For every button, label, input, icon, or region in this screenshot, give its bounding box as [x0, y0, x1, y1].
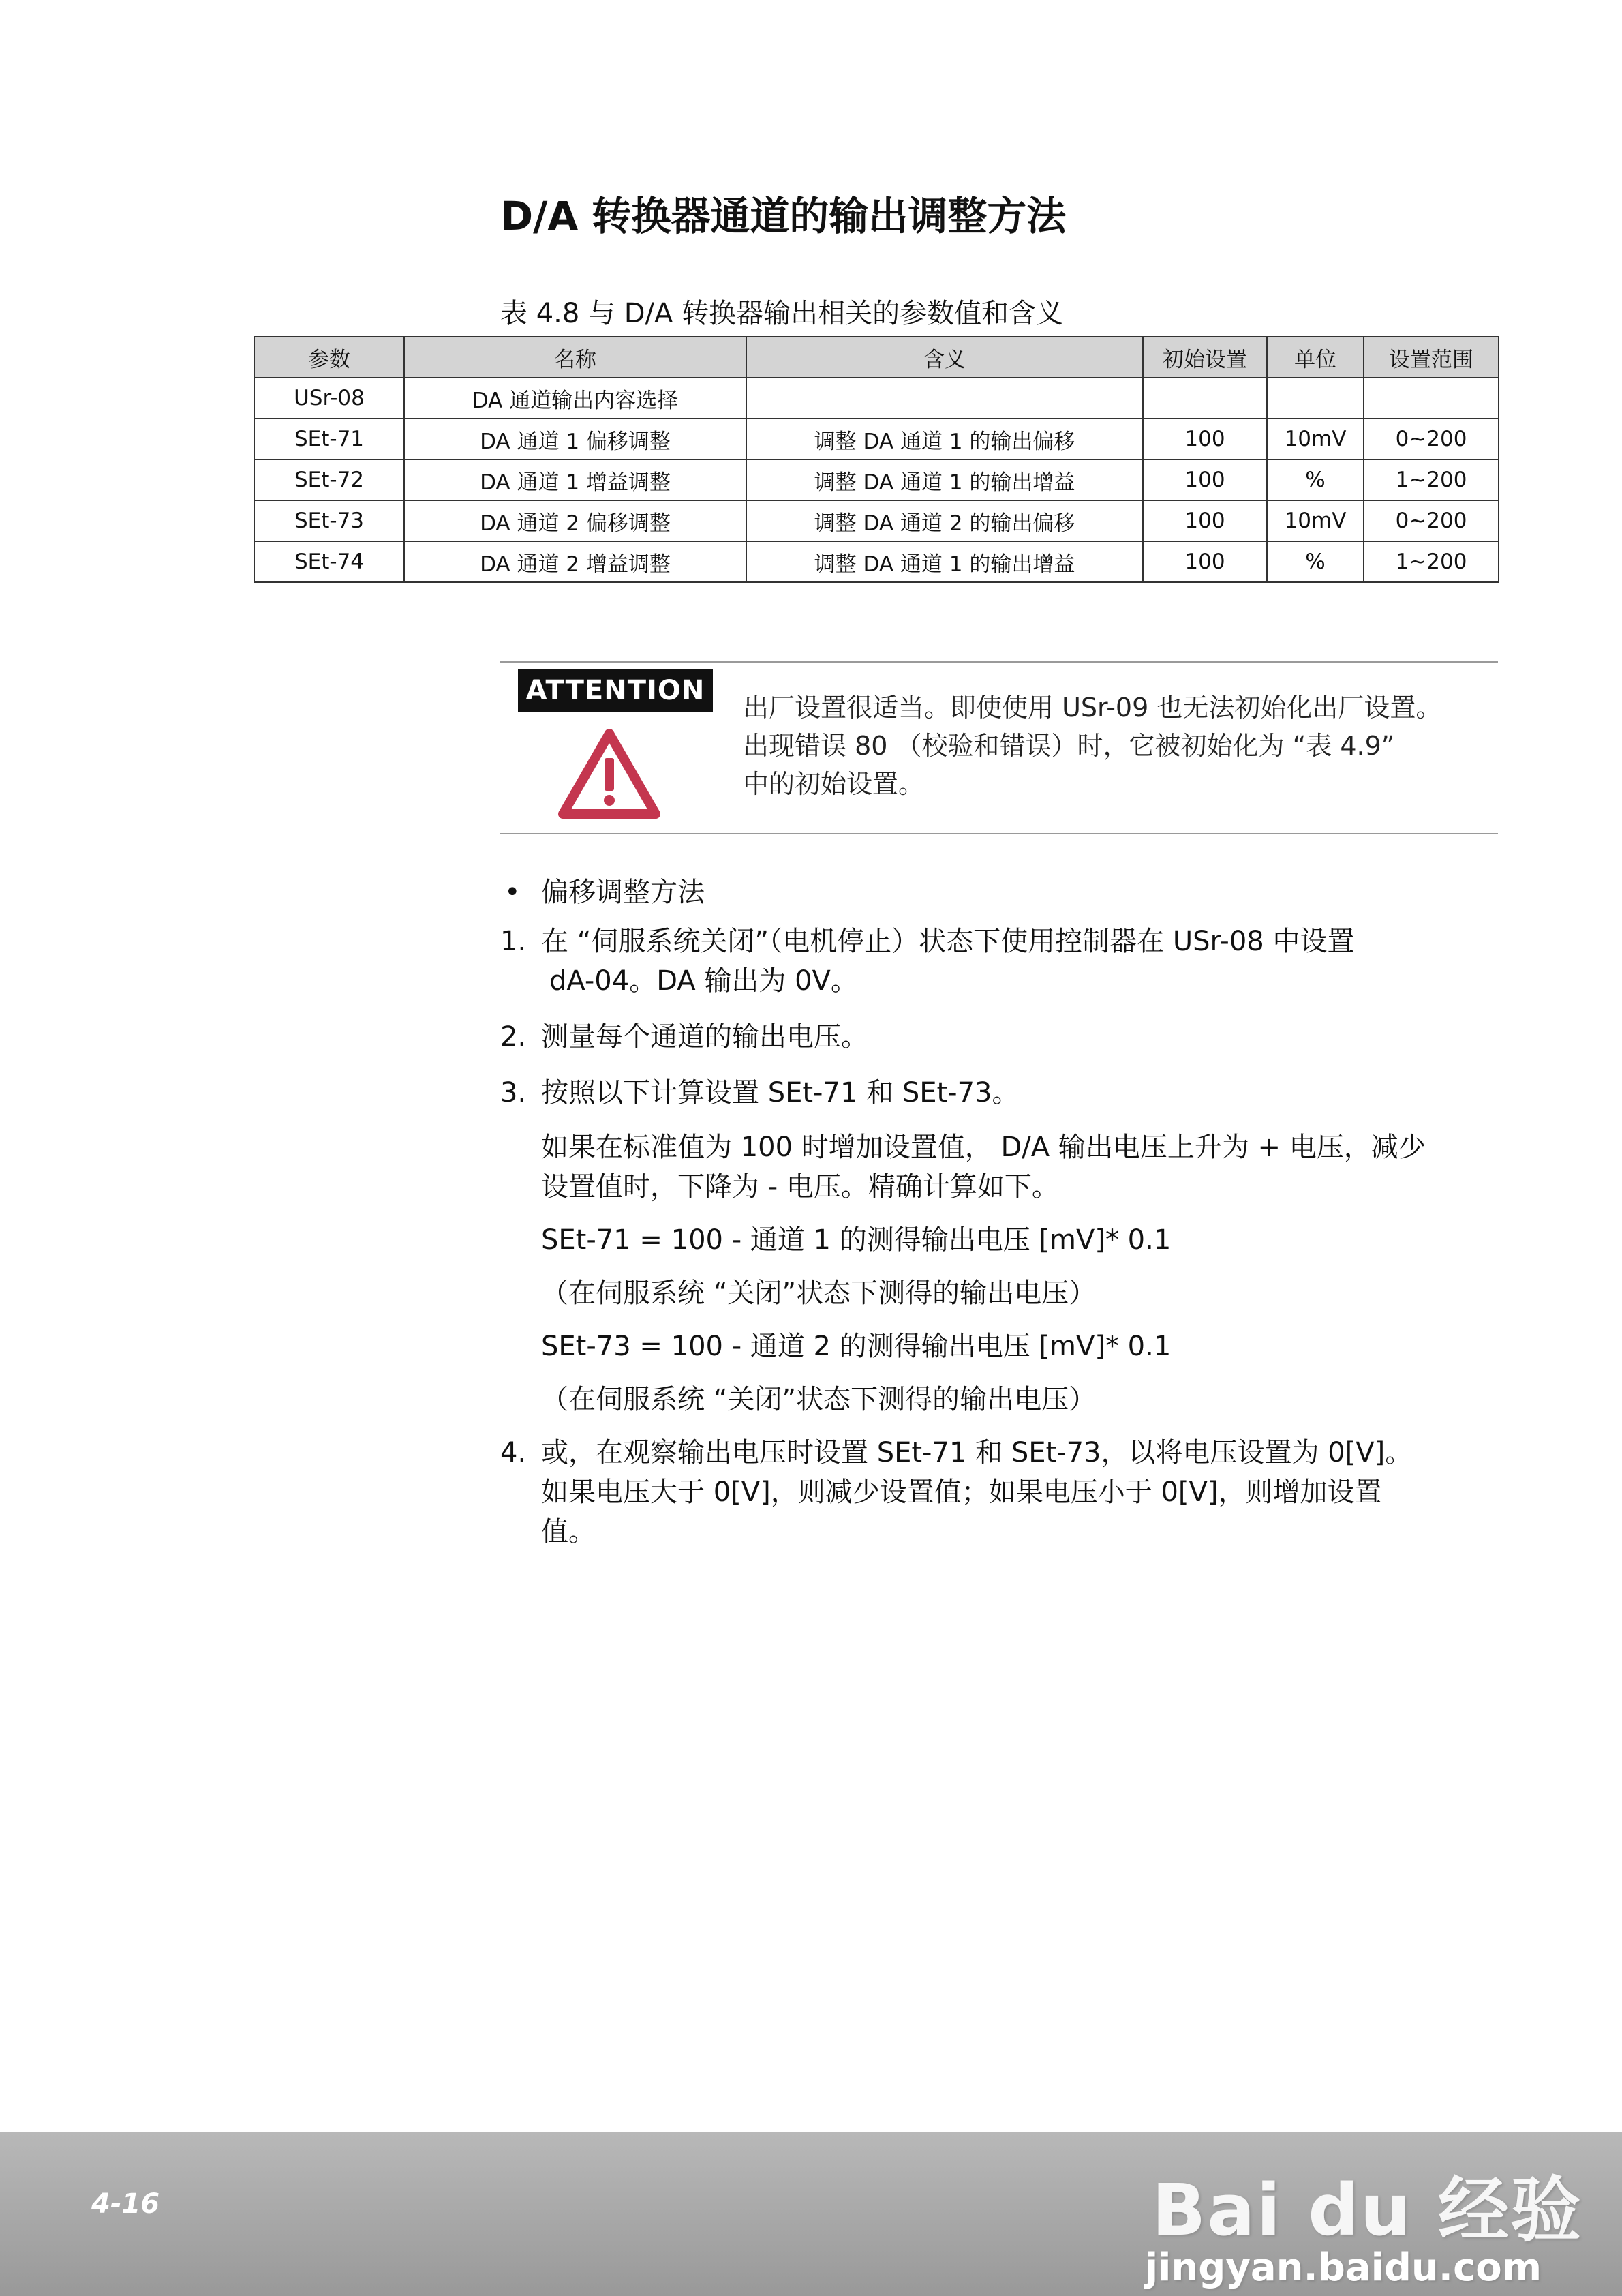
table-row — [254, 459, 1499, 500]
header-cell: 设置范围 — [1364, 337, 1499, 378]
page-number: 4-16 — [91, 2188, 160, 2220]
section-title: 偏移调整方法 — [541, 877, 705, 908]
formula-set71: SEt-71 = 100 - 通道 1 的测得输出电压 [mV]* 0.1 — [541, 1224, 1172, 1256]
step-item — [500, 922, 1498, 1001]
step-item — [500, 1017, 1498, 1057]
param-initial-cell — [1143, 378, 1267, 419]
header-cell: 参数 — [254, 337, 404, 378]
table-row — [254, 500, 1499, 541]
table-row — [254, 378, 1499, 419]
attention-message — [743, 689, 1498, 803]
param-range-cell — [1364, 378, 1499, 419]
param-name-cell: DA 通道 1 增益调整 — [404, 459, 746, 500]
page-footer — [0, 2132, 1622, 2296]
baidu-watermark-logo: Bai du 经验 — [1152, 2169, 1582, 2252]
watermark-url: jingyan.baidu.com — [1145, 2246, 1542, 2290]
param-meaning-cell: 调整 DA 通道 1 的输出增益 — [746, 541, 1143, 582]
param-code-cell: SEt-71 — [254, 419, 404, 459]
table-row — [254, 419, 1499, 459]
attention-badge: ATTENTION — [518, 669, 713, 712]
step-item — [500, 1073, 1498, 1113]
param-code-cell: SEt-73 — [254, 500, 404, 541]
param-meaning-cell: 调整 DA 通道 1 的输出增益 — [746, 459, 1143, 500]
param-name-cell: DA 通道 1 偏移调整 — [404, 419, 746, 459]
step-number: 1. — [500, 926, 527, 957]
param-code-cell: SEt-74 — [254, 541, 404, 582]
param-meaning-cell: 调整 DA 通道 2 的输出偏移 — [746, 500, 1143, 541]
formula-note: （在伺服系统 “关闭”状态下测得的输出电压） — [541, 1278, 1097, 1309]
step-text: 测量每个通道的输出电压。 — [541, 1021, 868, 1053]
param-unit-cell: 10mV — [1267, 500, 1364, 541]
param-name-cell: DA 通道 2 增益调整 — [404, 541, 746, 582]
param-initial-cell: 100 — [1143, 419, 1267, 459]
bullet-marker: • — [504, 877, 521, 908]
param-range-cell: 1~200 — [1364, 541, 1499, 582]
attention-line: 中的初始设置。 — [743, 769, 925, 799]
attention-top-divider — [500, 661, 1498, 663]
attention-line: 出现错误 80 （校验和错误）时，它被初始化为 “表 4.9” — [743, 731, 1395, 761]
table-header-row — [254, 337, 1499, 378]
parameter-table — [254, 336, 1499, 583]
attention-bottom-divider — [500, 833, 1498, 834]
step-number: 2. — [500, 1021, 527, 1053]
step-number: 3. — [500, 1077, 527, 1108]
warning-triangle-icon — [557, 728, 661, 819]
param-meaning-cell: 调整 DA 通道 1 的输出偏移 — [746, 419, 1143, 459]
param-code-cell: SEt-72 — [254, 459, 404, 500]
param-code-cell: USr-08 — [254, 378, 404, 419]
header-cell: 名称 — [404, 337, 746, 378]
param-unit-cell: % — [1267, 459, 1364, 500]
section-bullet-item — [500, 873, 1498, 912]
step-item — [500, 1433, 1498, 1552]
header-cell: 初始设置 — [1143, 337, 1267, 378]
header-cell: 单位 — [1267, 337, 1364, 378]
formula-note: （在伺服系统 “关闭”状态下测得的输出电压） — [541, 1384, 1097, 1415]
step-text: 按照以下计算设置 SEt-71 和 SEt-73。 — [541, 1077, 1020, 1108]
param-initial-cell: 100 — [1143, 541, 1267, 582]
param-initial-cell: 100 — [1143, 500, 1267, 541]
step-text: 如果电压大于 0[V]，则减少设置值；如果电压小于 0[V]，则增加设置 — [541, 1477, 1382, 1508]
table-row — [254, 541, 1499, 582]
param-initial-cell: 100 — [1143, 459, 1267, 500]
param-unit-cell: % — [1267, 541, 1364, 582]
step-number: 4. — [500, 1437, 527, 1468]
offset-adjustment-section — [500, 873, 1498, 1552]
step-text: 或，在观察输出电压时设置 SEt-71 和 SEt-73，以将电压设置为 0[V]。 — [541, 1437, 1413, 1468]
explanation-line: 如果在标准值为 100 时增加设置值， D/A 输出电压上升为 + 电压，减少 — [541, 1132, 1426, 1163]
step-text: 在 “伺服系统关闭”（电机停止）状态下使用控制器在 USr-08 中设置 — [541, 926, 1355, 957]
param-range-cell: 1~200 — [1364, 459, 1499, 500]
param-unit-cell — [1267, 378, 1364, 419]
formula-set73: SEt-73 = 100 - 通道 2 的测得输出电压 [mV]* 0.1 — [541, 1331, 1172, 1362]
param-unit-cell: 10mV — [1267, 419, 1364, 459]
explanation-line: 设置值时，下降为 - 电压。精确计算如下。 — [541, 1171, 1059, 1203]
section-heading: D/A 转换器通道的输出调整方法 — [500, 193, 1067, 239]
param-name-cell: DA 通道输出内容选择 — [404, 378, 746, 419]
param-range-cell: 0~200 — [1364, 500, 1499, 541]
step-text: 值。 — [541, 1516, 596, 1547]
param-range-cell: 0~200 — [1364, 419, 1499, 459]
table-caption: 表 4.8 与 D/A 转换器输出相关的参数值和含义 — [500, 298, 1064, 329]
header-cell: 含义 — [746, 337, 1143, 378]
attention-line: 出厂设置很适当。即使使用 USr-09 也无法初始化出厂设置。 — [743, 693, 1442, 723]
param-meaning-cell — [746, 378, 1143, 419]
param-name-cell: DA 通道 2 偏移调整 — [404, 500, 746, 541]
step-text: dA-04。DA 输出为 0V。 — [549, 965, 858, 997]
